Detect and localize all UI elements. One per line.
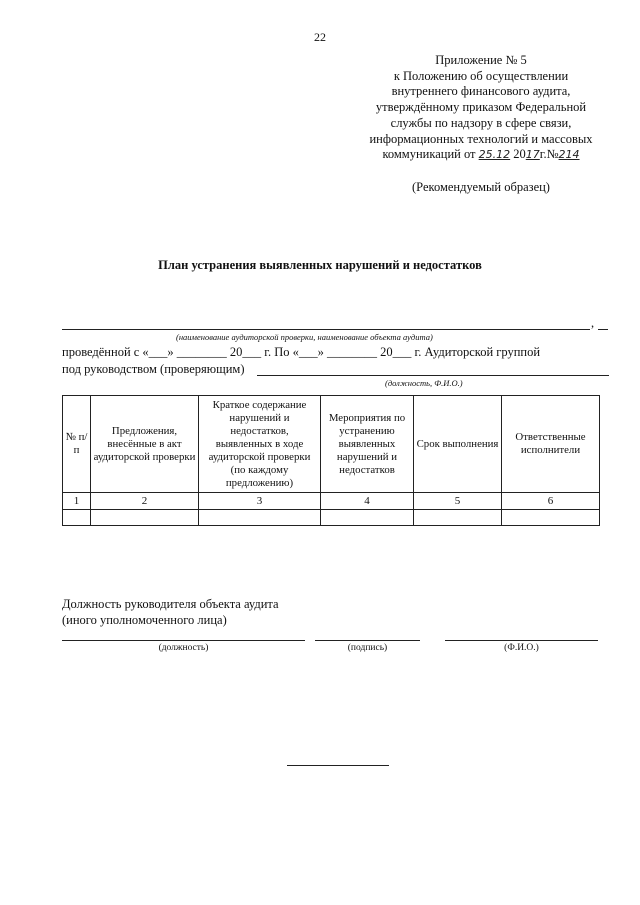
- supervision-line: под руководством (проверяющим): [62, 362, 245, 376]
- appendix-line: внутреннего финансового аудита,: [391, 84, 571, 99]
- name-underline: [445, 640, 598, 641]
- column-number: 3: [199, 493, 321, 510]
- table-row: [63, 510, 600, 526]
- handwritten-number: 214: [558, 148, 580, 162]
- column-number: 6: [502, 493, 600, 510]
- supervision-caption: (должность, Ф.И.О.): [385, 378, 463, 388]
- audit-name-line-end: [598, 329, 608, 330]
- appendix-order-line: [340, 147, 622, 163]
- audit-name-caption: (наименование аудиторской проверки, наименование объекта аудита): [176, 332, 433, 342]
- table-cell: [91, 510, 199, 526]
- table-cell: [63, 510, 91, 526]
- appendix-line: утверждённому приказом Федеральной: [375, 100, 587, 115]
- table-header-row: [63, 396, 600, 493]
- plan-table: [62, 395, 600, 526]
- table-cell: [321, 510, 414, 526]
- column-number: 2: [91, 493, 199, 510]
- column-number: 1: [63, 493, 91, 510]
- order-prefix: коммуникаций от: [382, 147, 476, 162]
- table-cell: [502, 510, 600, 526]
- handwritten-date: 25.12: [478, 148, 511, 162]
- page-number: 22: [314, 30, 326, 44]
- audit-line-mark: ,: [591, 316, 595, 330]
- signature-label: (подпись): [347, 643, 388, 653]
- column-number: 4: [321, 493, 414, 510]
- appendix-block: [340, 53, 622, 163]
- sample-note: (Рекомендуемый образец): [412, 180, 550, 194]
- audit-name-line: [62, 329, 590, 330]
- closing-separator: [287, 765, 389, 766]
- signature-position-subheading: (иного уполномоченного лица): [62, 613, 227, 627]
- signature-position-heading: Должность руководителя объекта аудита: [62, 597, 279, 611]
- appendix-line: Приложение № 5: [435, 53, 527, 67]
- appendix-line: службы по надзору в сфере связи,: [390, 115, 572, 130]
- conducted-line: проведённой с «___» ________ 20___ г. По «___» ________ 20___ г. Аудиторской группой: [62, 345, 541, 359]
- name-label: (Ф.И.О.): [504, 643, 539, 653]
- document-title: План устранения выявленных нарушений и недостатков: [158, 258, 482, 272]
- header-cell: Срок выполнения: [414, 396, 502, 493]
- header-cell: Краткое содержание нарушений и недостатков, выявленных в ходе аудиторской проверки (по каждому предложению): [199, 396, 321, 493]
- table-cell: [199, 510, 321, 526]
- position-label: (должность): [158, 643, 209, 653]
- header-cell: Мероприятия по устранению выявленных нарушений и недостатков: [321, 396, 414, 493]
- position-underline: [62, 640, 305, 641]
- appendix-line: к Положению об осуществлении: [393, 68, 569, 83]
- handwritten-year: 17: [525, 148, 540, 162]
- appendix-line: информационных технологий и массовых: [369, 131, 593, 146]
- header-cell: Предложения, внесённые в акт аудиторской проверки: [91, 396, 199, 493]
- table-row: [63, 493, 600, 510]
- number-prefix: г.№: [539, 147, 559, 162]
- table-cell: [414, 510, 502, 526]
- signature-underline: [315, 640, 420, 641]
- header-cell: № п/п: [63, 396, 91, 493]
- header-cell: Ответственные исполнители: [502, 396, 600, 493]
- year-prefix: 20: [513, 147, 526, 162]
- supervision-underline: [257, 375, 609, 376]
- column-number: 5: [414, 493, 502, 510]
